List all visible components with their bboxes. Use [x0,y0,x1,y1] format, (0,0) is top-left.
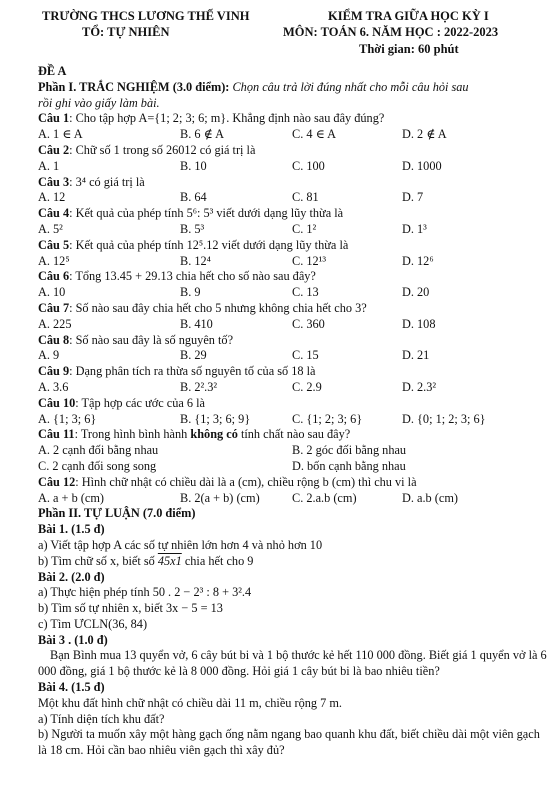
question-text: : 3⁴ có giá trị là [69,174,145,189]
option-b: B. 2 góc đối bằng nhau [292,443,407,458]
option-row [38,317,547,333]
option-d: D. 2 ∉ A [402,127,447,142]
question-label: Câu 9 [38,364,70,379]
bai2-a: a) Thực hiện phép tính 50 . 2 − 2³ : 8 + 3².4 [38,585,252,600]
option-d: D. 12⁶ [402,253,434,268]
option-c: C. 15 [292,348,319,363]
option-a: A. 3.6 [38,379,69,394]
part2-title: Phần II. TỰ LUẬN (7.0 điểm) [38,506,196,521]
bai1-b-post: chia hết cho 9 [181,553,254,568]
bai3-title: Bài 3 . (1.0 đ) [38,632,108,647]
question-12 [38,475,547,491]
option-b: B. 29 [180,348,207,363]
time-limit: Thời gian: 60 phút [359,42,459,56]
question-label: Câu 6 [38,269,70,284]
bai4-text: Một khu đất hình chữ nhật có chiều dài 11 m, chiều rộng 7 m. [38,695,343,710]
question-text: : Số nào sau đây chia hết cho 5 nhưng không chia hết cho 3? [69,300,367,315]
option-row [38,159,547,175]
question-label: Câu 4 [38,206,70,221]
option-row [38,222,547,238]
question-text: : Kết quả của phép tính 12⁵.12 viết dưới dạng lũy thừa là [69,237,349,252]
option-row [38,285,547,301]
option-d: D. bốn cạnh bằng nhau [292,458,406,473]
bai1-title: Bài 1. (1.5 đ) [38,522,105,537]
option-a: A. 225 [38,316,72,331]
option-d: D. {0; 1; 2; 3; 6} [402,411,486,426]
option-c: C. 13 [292,285,319,300]
option-row [38,380,547,396]
question-label: Câu 2 [38,142,70,157]
department: TỔ: TỰ NHIÊN [82,25,170,39]
option-a: A. 2 cạnh đối bằng nhau [38,443,159,458]
option-row [38,348,547,364]
question-8 [38,333,547,349]
bai1-b-pre: b) Tìm chữ số x, biết số [38,553,158,568]
option-a: A. a + b (cm) [38,490,105,505]
question-4 [38,206,547,222]
option-b: B. 6 ∉ A [180,127,224,142]
question-text: : Dạng phân tích ra thừa số nguyên tố của số 18 là [69,364,316,379]
option-c: C. 81 [292,190,319,205]
question-1 [38,111,547,127]
question-5 [38,238,547,254]
question-text: : Số nào sau đây là số nguyên tố? [69,332,234,347]
option-b: B. 12⁴ [180,253,211,268]
option-d: D. 2.3² [402,379,437,394]
option-c: C. 360 [292,316,325,331]
option-d: D. a.b (cm) [402,490,458,505]
bai4-a: a) Tính diện tích khu đất? [38,711,165,726]
option-d: D. 1000 [402,158,442,173]
option-c: C. 2.9 [292,379,322,394]
question-label: Câu 8 [38,332,70,347]
option-a: A. 1 [38,158,60,173]
question-text: : Hình chữ nhật có chiều dài là a (cm), chiều rộng b (cm) thì chu vi là [75,474,417,489]
option-a: A. 9 [38,348,60,363]
question-6 [38,269,547,285]
option-c: C. 100 [292,158,325,173]
option-b: B. 10 [180,158,207,173]
option-c: C. 12¹³ [292,253,327,268]
option-row [38,459,547,475]
bai2-b: b) Tìm số tự nhiên x, biết 3x − 5 = 13 [38,601,223,616]
option-a: A. 12⁵ [38,253,70,268]
question-label: Câu 10 [38,395,76,410]
option-d: D. 108 [402,316,436,331]
option-c: C. 2.a.b (cm) [292,490,357,505]
option-c: C. 2 cạnh đối song song [38,458,157,473]
option-a: A. 5² [38,221,63,236]
option-b: B. {1; 3; 6; 9} [180,411,251,426]
question-2 [38,143,547,159]
question-label: Câu 12 [38,474,76,489]
exam-code: ĐỀ A [38,64,67,78]
question-list [38,111,547,506]
option-d: D. 7 [402,190,424,205]
question-label: Câu 7 [38,300,70,315]
part1-heading [38,80,547,96]
bai1-a: a) Viết tập hợp A các số tự nhiên lớn hơn 4 và nhỏ hơn 10 [38,537,323,552]
bai1-b-number: 45x1 [157,553,182,568]
option-c: C. 1² [292,221,317,236]
option-b: B. 2².3² [180,379,218,394]
question-text: : Kết quả của phép tính 5⁶: 5³ viết dưới dạng lũy thừa là [69,206,344,221]
subject-line: MÔN: TOÁN 6. NĂM HỌC : 2022-2023 [283,25,499,39]
option-row [38,412,547,428]
question-7 [38,301,547,317]
option-row [38,127,547,143]
question-text: : Trong hình bình hành [74,427,191,442]
part1-instruction: Chọn câu trả lời đúng nhất cho mỗi câu hỏi sau [232,79,469,94]
option-a: A. 1 ∈ A [38,127,83,142]
question-10 [38,396,547,412]
option-a: A. {1; 3; 6} [38,411,97,426]
school-name: TRƯỜNG THCS LƯƠNG THẾ VINH [42,9,250,23]
option-a: A. 12 [38,190,66,205]
question-text: : Tập hợp các ước của 6 là [75,395,205,410]
exam-title: KIỂM TRA GIỮA HỌC KỲ I [328,9,489,23]
question-label: Câu 3 [38,174,70,189]
bai2-title: Bài 2. (2.0 đ) [38,569,105,584]
question-3 [38,175,547,191]
option-d: D. 21 [402,348,430,363]
option-row [38,443,547,459]
option-d: D. 20 [402,285,430,300]
question-label: Câu 11 [38,427,75,442]
question-text-end: tính chất nào sau đây? [237,427,351,442]
bai4-b: b) Người ta muốn xây một hàng gạch ống nằm ngang bao quanh khu đất, biết chiều dài một viên gạch là 18 cm. Hỏi cần bao nhiêu viên gạch thì xây đủ? [38,727,540,758]
question-text: : Chữ số 1 trong số 26012 có giá trị là [69,142,256,157]
question-text: : Tổng 13.45 + 29.13 chia hết cho số nào sau đây? [69,269,316,284]
option-b: B. 5³ [180,221,205,236]
question-11 [38,427,547,443]
option-row [38,190,547,206]
bai3-text: Bạn Bình mua 13 quyển vở, 6 cây bút bi và 1 bộ thước kẻ hết 110 000 đồng. Biết giá 1 quyển vở là 6 000 đồng, giá 1 bộ thước kẻ là 8 000 đồng. Hỏi giá 1 cây bút bi là bao nhiêu tiền? [38,648,547,679]
exam-header [38,6,547,62]
option-c: C. 4 ∈ A [292,127,336,142]
option-b: B. 64 [180,190,207,205]
bai4-title: Bài 4. (1.5 đ) [38,680,105,695]
option-c: C. {1; 2; 3; 6} [292,411,363,426]
question-9 [38,364,547,380]
option-b: B. 9 [180,285,201,300]
bai2-c: c) Tìm ƯCLN(36, 84) [38,616,148,631]
part1-title: Phần I. TRẮC NGHIỆM (3.0 điểm): [38,79,230,94]
bai1-b [38,554,547,570]
option-a: A. 10 [38,285,66,300]
option-b: B. 2(a + b) (cm) [180,490,260,505]
question-text: : Cho tập hợp A={1; 2; 3; 6; m}. Khẳng định nào sau đây đúng? [69,111,385,126]
option-b: B. 410 [180,316,213,331]
option-d: D. 1³ [402,221,427,236]
question-label: Câu 5 [38,237,70,252]
option-row [38,491,547,507]
part1-instruction-cont: rồi ghi vào giấy làm bài. [38,95,160,110]
option-row [38,254,547,270]
question-label: Câu 1 [38,111,70,126]
question-emphasis: không có [190,427,238,442]
